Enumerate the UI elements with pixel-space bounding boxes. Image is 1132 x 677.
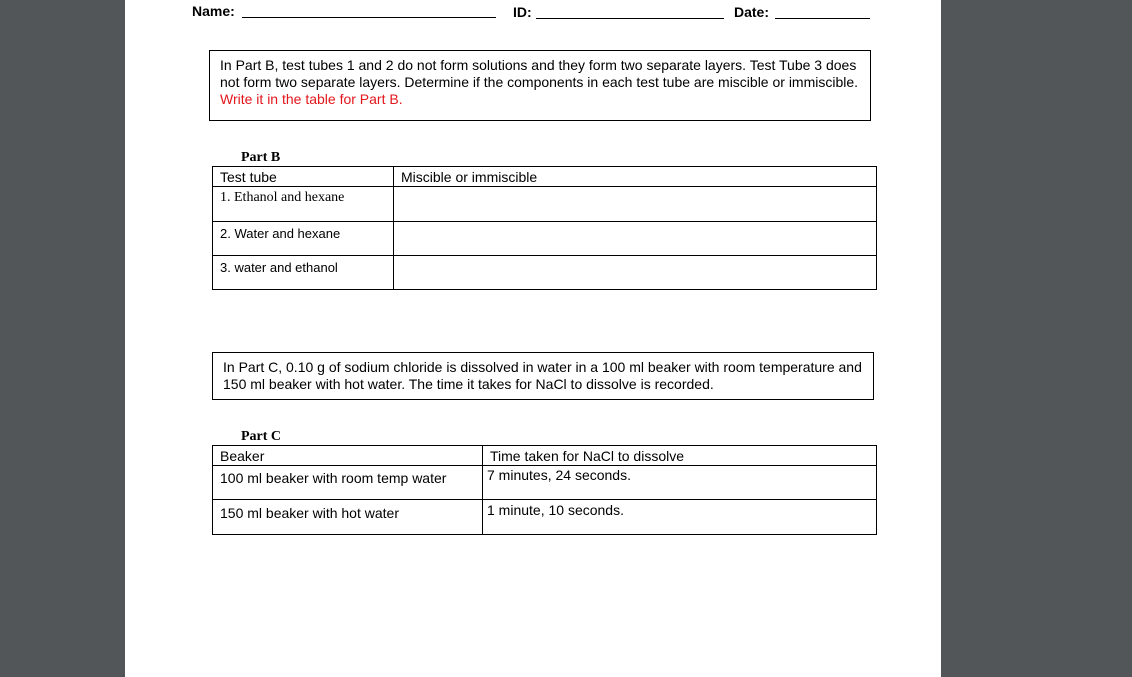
- part-c-time-2: 1 minute, 10 seconds.: [483, 500, 877, 535]
- part-b-instructions: [220, 57, 860, 108]
- part-c-beaker-1: 100 ml beaker with room temp water: [213, 466, 483, 500]
- part-b-answer-3[interactable]: [394, 256, 877, 290]
- part-b-table: [212, 166, 877, 290]
- part-b-instructions-text: In Part B, test tubes 1 and 2 do not form solutions and they form two separate layers. Test Tube 3 does not form two separate layers. Determine if the components in each test tube are miscible or immiscible.: [220, 57, 859, 90]
- part-c-beaker-2: 150 ml beaker with hot water: [213, 500, 483, 535]
- part-c-col-time: Time taken for NaCl to dissolve: [483, 446, 877, 466]
- id-label: ID:: [513, 4, 532, 20]
- table-row: [213, 466, 877, 500]
- part-b-title: Part B: [241, 150, 281, 165]
- part-b-tube-2: 2. Water and hexane: [213, 222, 394, 256]
- part-b-tube-1: 1. Ethanol and hexane: [213, 187, 394, 222]
- name-field-line: [242, 17, 496, 18]
- part-b-answer-2[interactable]: [394, 222, 877, 256]
- name-label: Name:: [192, 3, 235, 19]
- part-b-instructions-highlight: Write it in the table for Part B.: [220, 91, 403, 107]
- part-b-instructions-box: [209, 50, 871, 121]
- table-row: [213, 500, 877, 535]
- part-c-instructions: In Part C, 0.10 g of sodium chloride is dissolved in water in a 100 ml beaker with room temperature and 150 ml beaker with hot water. The time it takes for NaCl to dissolve is recorded.: [223, 359, 862, 392]
- part-c-title: Part C: [241, 429, 282, 444]
- document-page: [125, 0, 941, 677]
- id-field-line: [536, 18, 724, 19]
- table-row: [213, 222, 877, 256]
- part-c-header-row: [213, 446, 877, 466]
- part-b-answer-1[interactable]: [394, 187, 877, 222]
- part-c-table: [212, 445, 877, 535]
- part-c-instructions-box: [212, 352, 874, 400]
- part-b-tube-3: 3. water and ethanol: [213, 256, 394, 290]
- part-b-header-row: [213, 167, 877, 187]
- date-field-line: [775, 18, 870, 19]
- part-b-col-test-tube: Test tube: [213, 167, 394, 187]
- date-label: Date:: [734, 4, 770, 20]
- part-b-col-miscible: Miscible or immiscible: [394, 167, 877, 187]
- part-c-col-beaker: Beaker: [213, 446, 483, 466]
- table-row: [213, 187, 877, 222]
- table-row: [213, 256, 877, 290]
- part-c-time-1: 7 minutes, 24 seconds.: [483, 466, 877, 500]
